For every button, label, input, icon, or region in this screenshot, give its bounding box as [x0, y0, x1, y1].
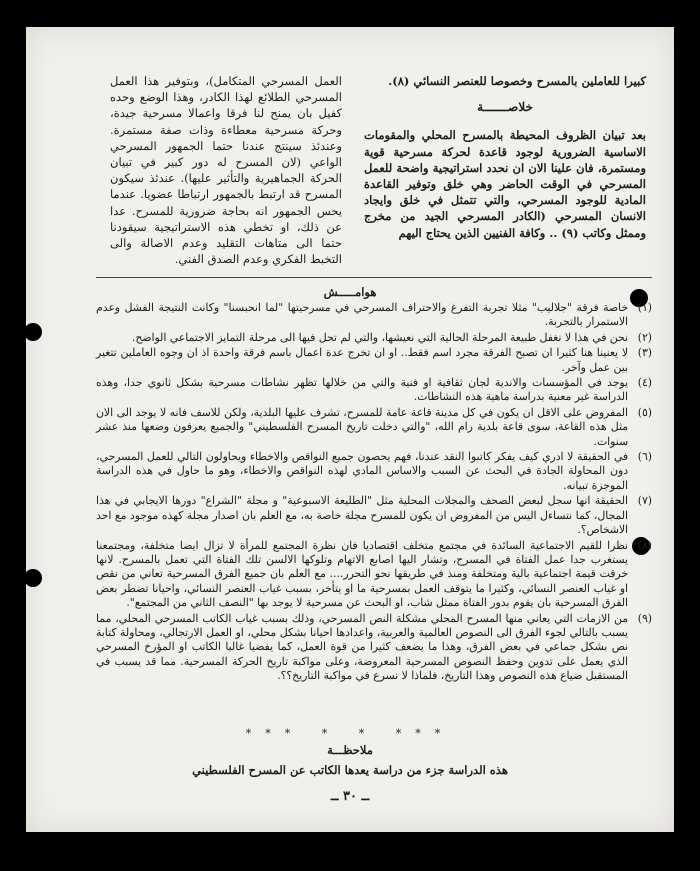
ornament-divider: *** * * *** [245, 727, 455, 740]
footnote-number: (٢) [637, 330, 652, 344]
footnote-number: (٧) [637, 494, 652, 508]
footnote-number: (٤) [637, 376, 652, 390]
footnote [96, 376, 652, 405]
footnote [96, 494, 652, 537]
notes-title: هوامـــــش [323, 285, 377, 299]
footnote-number: (٦) [637, 450, 652, 464]
remark-title: ملاحظـــة [327, 743, 373, 757]
footnote [96, 346, 652, 375]
footnote-text: لا يعنينا هنا كثيرا ان تصبح الفرقة مجرد اسم فقط.. او ان تخرج عدة اعمال باسم فرقة واحدة اذ ان وجوه العاملين تتغير بين عمل وآخر. [96, 346, 628, 374]
remark-text: هذه الدراسة جزء من دراسة يعدها الكاتب عن المسرح الفلسطيني [192, 763, 508, 777]
conclusion-text: بعد تبيان الظروف المحيطة بالمسرح المحلي والمقومات الاساسية الضرورية لوجود قاعدة لحركة مسرحية قوية ومستمرة، فان علينا الان ان نحدد استراتيجية واضحة للعمل المسرحي في الوقت الحاضر وهي خلق وتوفير القاعدة المادية للوجود المسرحي، والتي تتمثل في خلق وايجاد الانسان المسرحي (الكادر المسرحي الجيد من مخرج وممثل وكاتب (٩) .. وكافة الفنيين الذين يحتاج اليهم [364, 128, 646, 240]
footnotes [96, 301, 652, 685]
left-column [110, 73, 342, 267]
right-column [364, 73, 646, 241]
section-title: خلاصـــــــة [477, 100, 533, 115]
continuation-text: العمل المسرحي المتكامل)، وبتوفير هذا العمل المسرحي الطلائع لهذا الكادر، وهذا الوضع وحده كفيل بان يمنح لنا فرقا واعمالا مسرحية جيدة، وحركة مسرحية معطاءة وذات صفة مستمرة. وعندئذ سينتج عندنا حتما الجمهور المسرحي الواعي (لان المسرح له دور كبير في تبيان الحركة الجماهيرية والتأثير عليها). عندئذ سيكون المسرح قد ارتبط بالجمهور ارتباطا عضويا. عندما يحس الجمهور انه بحاجة ضرورية للمسرح. عدا عن ذلك، او تخطي هذه الاستراتيجية سيقودنا حتما الى متاهات التقليد وعدم الاصالة والى التخبط الفكري وعدم الصدق الفني. [110, 74, 342, 267]
page-number: ــ ٣٠ ــ [330, 789, 370, 804]
footnote [96, 539, 652, 611]
footnote [96, 301, 652, 330]
document-page [26, 27, 674, 832]
footnote-text: خاصة فرقة "جلاليب" مثلا تجربة التفرغ والاحتراف المسرحي في مسرحيتها "لما انحبسنا" وكانت النتيجة الفشل وعدم الاستمرار بالتجربة. [96, 301, 628, 329]
intro-text: كبيرا للعاملين بالمسرح وخصوصا للعنصر النسائي (٨). [388, 74, 646, 88]
footnote-text: المفروض على الاقل ان يكون في كل مدينة قاعة عامة للمسرح، تشرف عليها البلدية، ولكن للاسف فانه لا يوجد الى الان مثل هذه القاعة، سوى قاعة بلدية رام الله، "والتي دخلت تاريخ المسرح الفلسطيني" والجميع يعرفون وضعها منذ عشر سنوات. [96, 405, 628, 448]
punch-hole [24, 323, 42, 341]
footnote-text: في الحقيقة لا ادري كيف يفكر كاتبوا النقد عندنا، فهم يحصون جميع النواقص والاخطاء ويحاولون التالي للعمل المسرحي، دون المحاولة الجادة في البحث عن السبب والاساس المادي لهذه النواقص والاخطاء، وهو ما حاول في هذه الدراسة الموجزة تبيانه. [96, 450, 628, 492]
footnote-number: (٩) [637, 611, 652, 625]
footnote-number: (٨) [637, 538, 652, 552]
footnote [96, 612, 652, 684]
footnote-text: الحقيقة انها سجل لبعض الصحف والمجلات المحلية مثل "الطليعة الاسبوعية" و مجلة "الشراع" دورها الايجابي في هذا المجال، كما نتساءل اليس من المفروض ان يكون للمسرح مجلة خاصة به، مع العلم بان اصدار مجلة كهذه موجود مع احد الاشخاص؟. [96, 494, 628, 537]
separator-line [96, 277, 652, 278]
footnote [96, 450, 652, 493]
footnote-number: (٣) [637, 346, 652, 360]
footnote-text: يوجد في المؤسسات والاندية لجان ثقافية او فنية والتي من خلالها تظهر نشاطات مسرحية بشكل ثانوي جدا، وهذه الدراسة غير معنية بدراسة ماهية هذه النشاطات. [96, 376, 628, 404]
footnote-text: من الازمات التي يعاني منها المسرح المحلي مشكلة النص المسرحي، وذلك بسبب غياب الكاتب المسرحي المحلي، مما يسبب بالتالي لجوء الفرق الى النصوص العالمية والعربية، واعدادها احيانا بشكل محلي، او العمل الارتجالي، ومحاولة كتابة نص بشكل جماعي في بعض الفرق، وهذا ما يضعف كثيرا من قوة العمل، كما يفضيا غالبا الكاتب او المؤرخ المسرحي الذي يعمل على تدوين وحفظ النصوص المسرحية المعروضة، وعلى مواكبة تاريخ الحركة المسرحية. مما قد يسبب في المستقبل ضياع هذه النصوص وهذا التاريخ، فلماذا لا نسرع في مواكبة التاريخ؟؟. [96, 611, 628, 683]
footnote [96, 331, 652, 345]
footnote-number: (٥) [637, 405, 652, 419]
footnote-number: (١) [637, 301, 652, 314]
footnote-text: نحن في هذا لا نغفل طبيعة المرحلة الحالية التي نعيشها، والتي لم تحل فيها الى مرحلة التمايز الاجتماعي الواضح. [131, 330, 628, 344]
footnote-text: نظرا للقيم الاجتماعية السائدة في مجتمع متخلف اقتصاديا فان نظرة المجتمع للمرأة لا تزال ايضا متخلفة، ومجتمعنا يستغرب جدا عمل الفتاة في المسرح، وتشار اليها اصابع الاتهام وتلوكها الالسن تلك الفتاة التي تعمل بالمسرح. لانها خرقت قيمة اجتماعية بالية ومتخلفة ومنذ في طريقها نحو التحرر.... مع العلم بان جميع الفرق المسرحية تعاني من نقص او غياب العنصر النسائي، وكثيرا ما يتوقف العمل بمسرحية ما او يتأخر، بسبب غياب العنصر النسائي، واحيانا تضطر بعض الفرق المسرحية بان يقوم بدور الفتاة ممثل شاب، او البحث عن مسرحية لا يوجد بها "النصف الثاني من المجتمع". [96, 538, 628, 610]
punch-hole [24, 569, 42, 587]
footnote [96, 406, 652, 449]
